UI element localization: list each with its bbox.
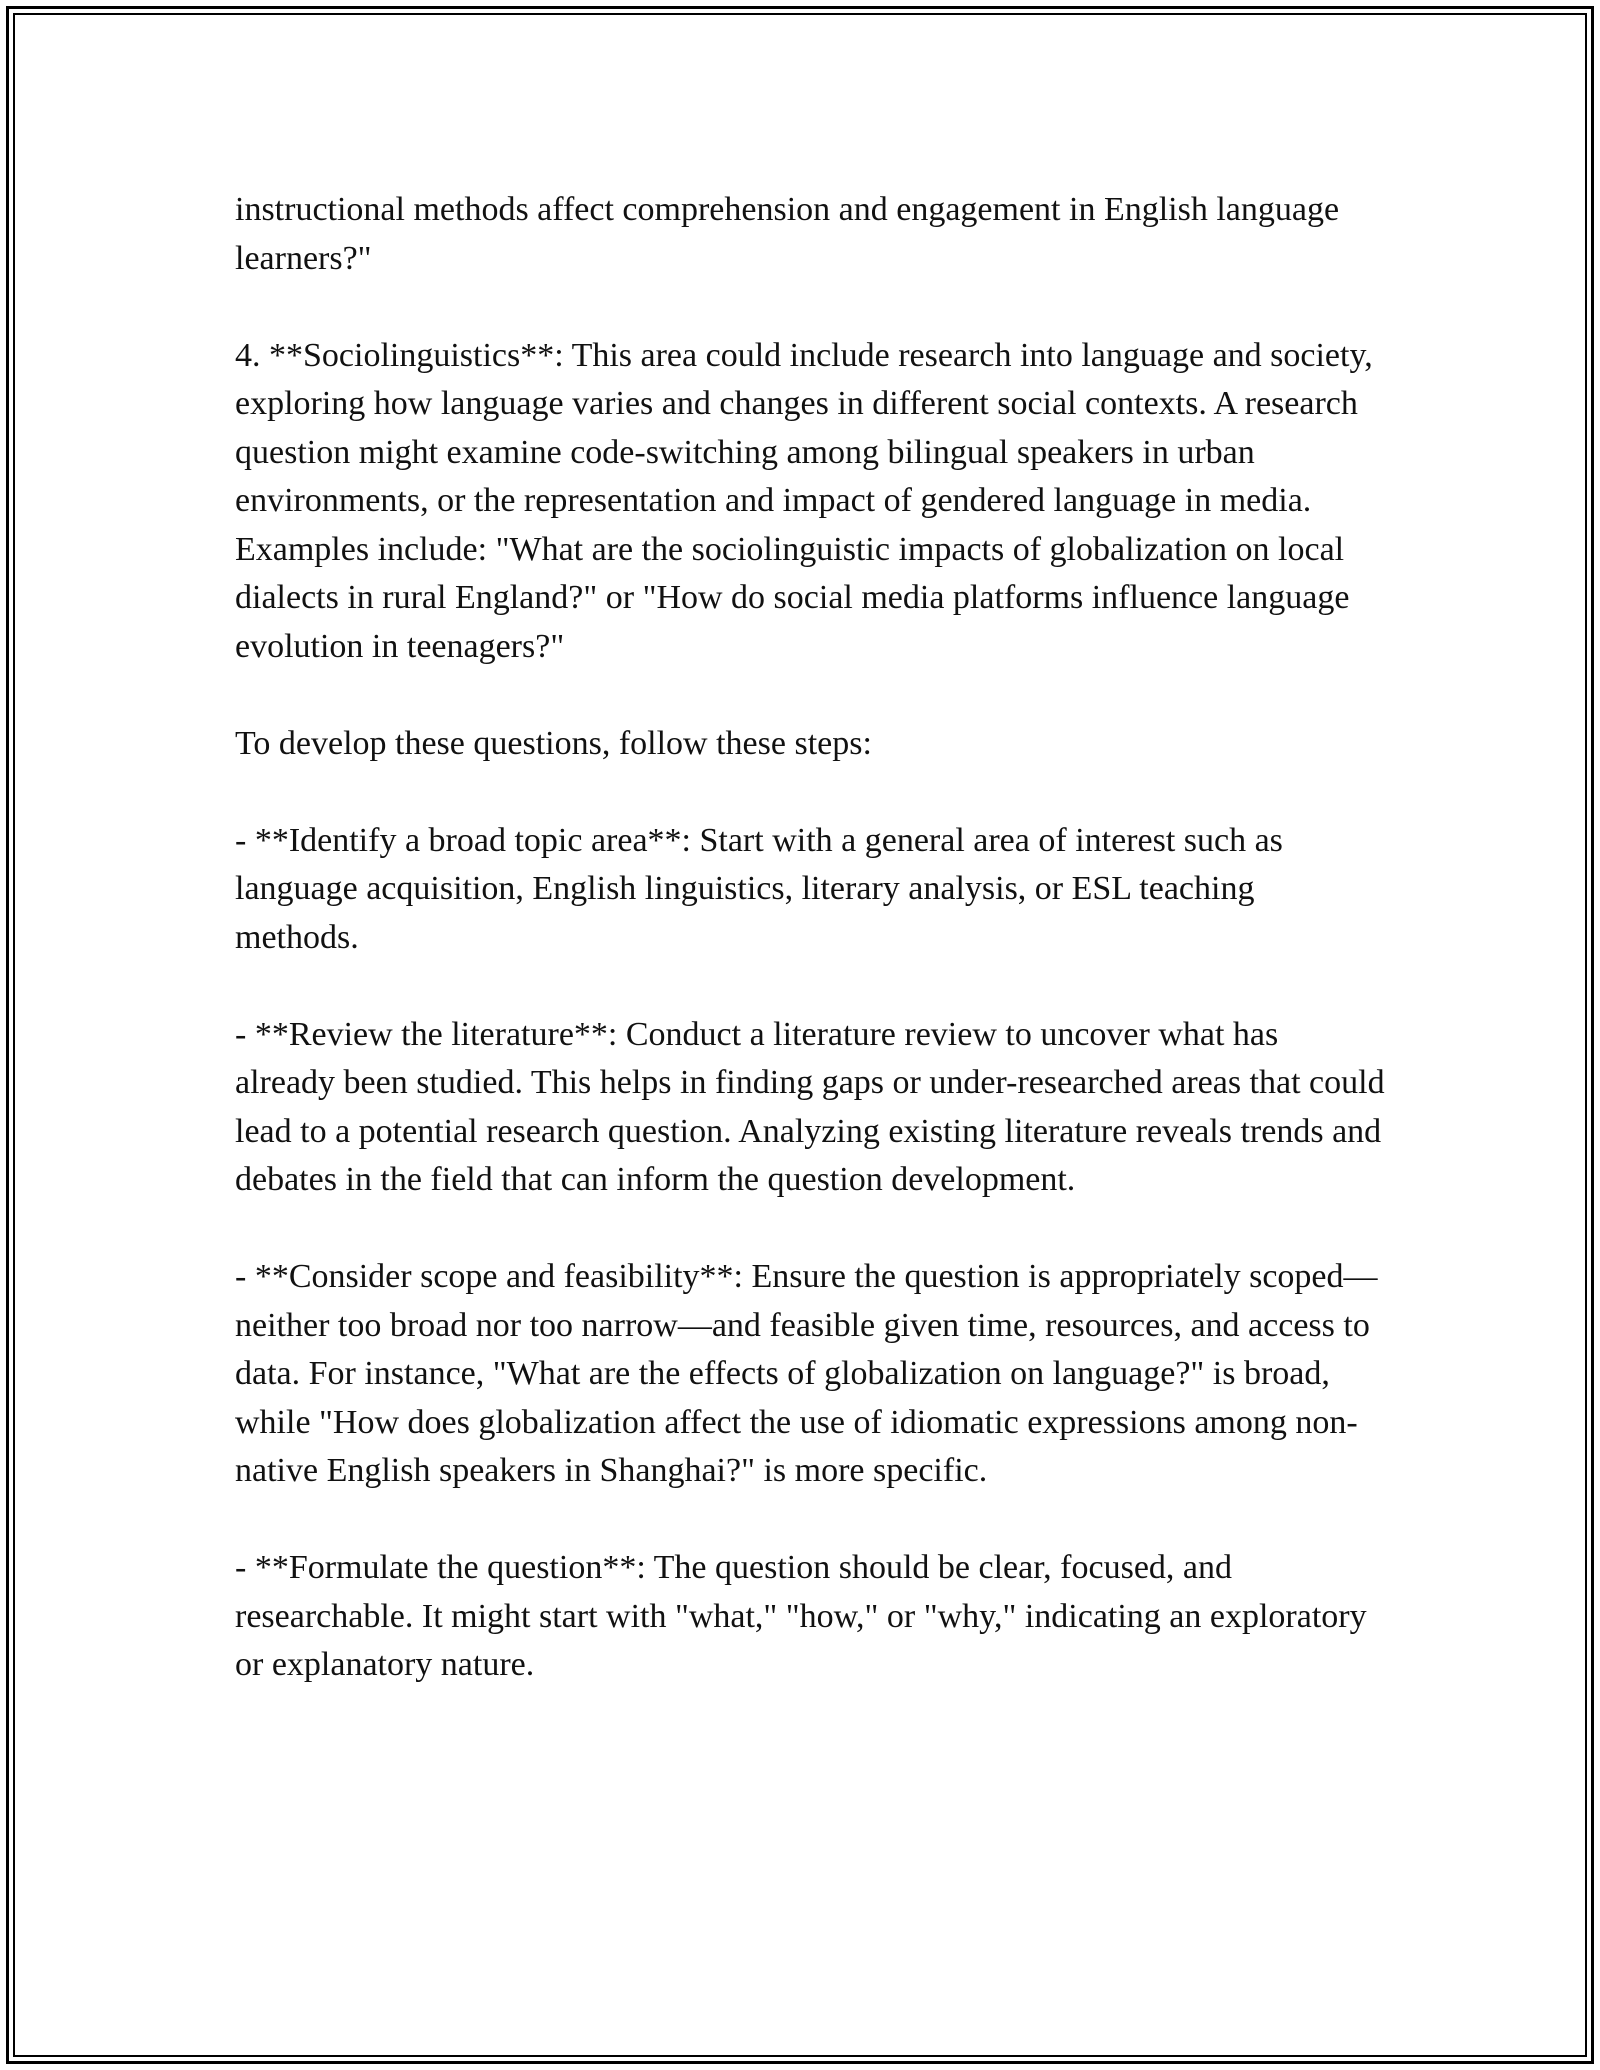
paragraph-formulate-question: - **Formulate the question**: The question should be clear, focused, and researchable. It might start with "what," "how," or "why," indicating an exploratory or explanatory nature.: [235, 1549, 1367, 1683]
paragraph-scope-feasibility: - **Consider scope and feasibility**: Ensure the question is appropriately scoped—neither too broad nor too narrow—and feasible given time, resources, and access to data. For instance, "What are the effects of globalization on language?" is broad, while "How does globalization affect the use of idiomatic expressions among non-native English speakers in Shanghai?" is more specific.: [235, 1258, 1378, 1489]
paragraph-continuation: instructional methods affect comprehension and engagement in English language learners?": [235, 191, 1340, 277]
paragraph-sociolinguistics: 4. **Sociolinguistics**: This area could include research into language and society, exploring how language varies and changes in different social contexts. A research question might examine code-switching among bilingual speakers in urban environments, or the representation and impact of gendered language in media. Examples include: "What are the sociolinguistic impacts of globalization on local dialects in rural England?" or "How do social media platforms influence language evolution in teenagers?": [235, 336, 1373, 665]
paragraph-identify-topic: - **Identify a broad topic area**: Start with a general area of interest such as language acquisition, English linguistics, literary analysis, or ESL teaching methods.: [235, 821, 1283, 956]
paragraph-steps-intro: To develop these questions, follow these steps:: [235, 724, 872, 762]
document-body: [235, 186, 1385, 1690]
paragraph-review-literature: - **Review the literature**: Conduct a literature review to uncover what has already been studied. This helps in finding gaps or under-researched areas that could lead to a potential research question. Analyzing existing literature reveals trends and debates in the field that can inform the question development.: [235, 1015, 1385, 1198]
